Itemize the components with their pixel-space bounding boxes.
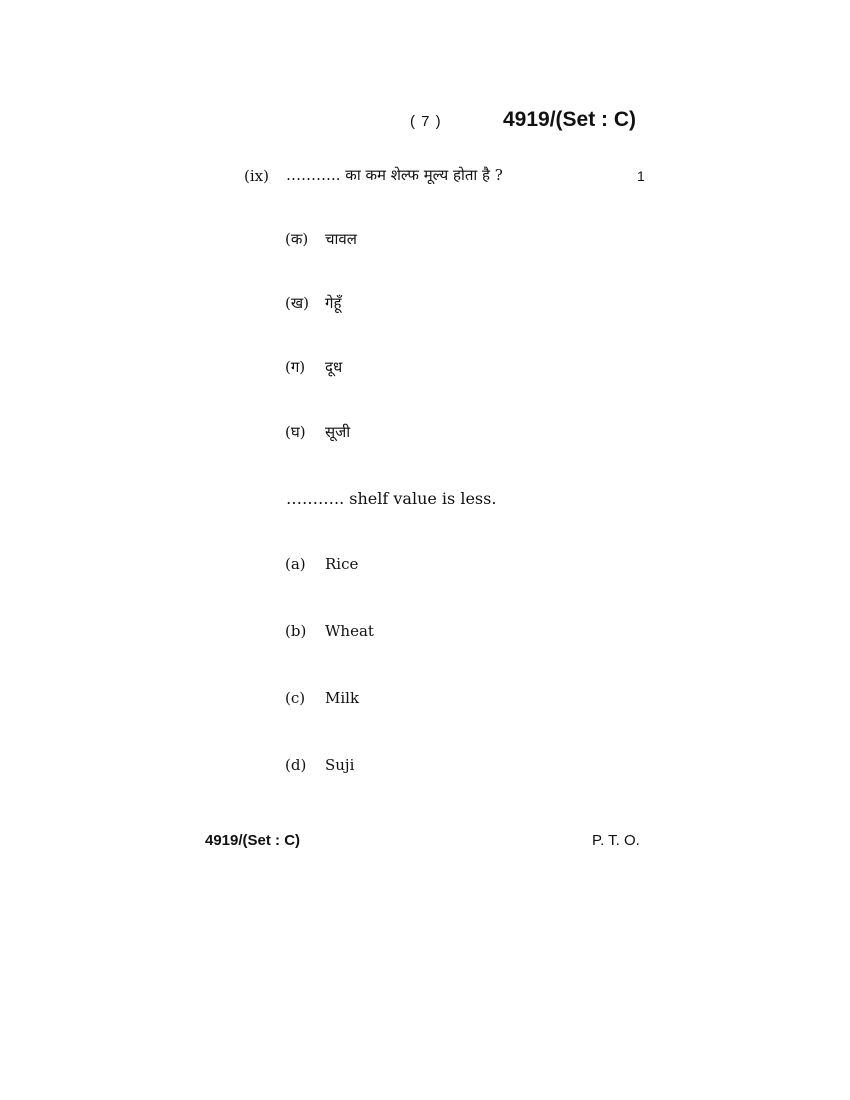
question-text-hindi: ……….. का कम शेल्फ मूल्य होता है ? — [286, 166, 503, 184]
english-option-text-d: Suji — [325, 756, 355, 774]
english-option-label-c: (c) — [285, 689, 306, 707]
english-option-text-a: Rice — [325, 555, 359, 573]
english-option-text-b: Wheat — [325, 622, 374, 640]
english-option-label-b: (b) — [285, 622, 307, 640]
hindi-option-label-ka: (क) — [285, 230, 309, 248]
hindi-option-text-kha: गेहूँ — [325, 294, 342, 312]
hindi-option-label-gha: (घ) — [285, 423, 306, 441]
hindi-option-label-kha: (ख) — [285, 294, 309, 312]
hindi-option-text-ka: चावल — [325, 230, 357, 248]
header-paper-code: 4919/(Set : C) — [503, 108, 637, 131]
hindi-option-label-ga: (ग) — [285, 358, 306, 376]
question-text-english: ……….. shelf value is less. — [286, 489, 497, 508]
question-number: (ix) — [244, 167, 269, 185]
question-marks: 1 — [637, 168, 645, 184]
footer-pto: P. T. O. — [592, 832, 640, 849]
hindi-option-text-ga: दूध — [325, 358, 343, 376]
english-option-label-d: (d) — [285, 756, 307, 774]
hindi-option-text-gha: सूजी — [325, 423, 351, 441]
footer-paper-code: 4919/(Set : C) — [205, 832, 301, 849]
page-number: ( 7 ) — [410, 113, 442, 130]
english-option-text-c: Milk — [325, 689, 360, 707]
english-option-label-a: (a) — [285, 555, 306, 573]
